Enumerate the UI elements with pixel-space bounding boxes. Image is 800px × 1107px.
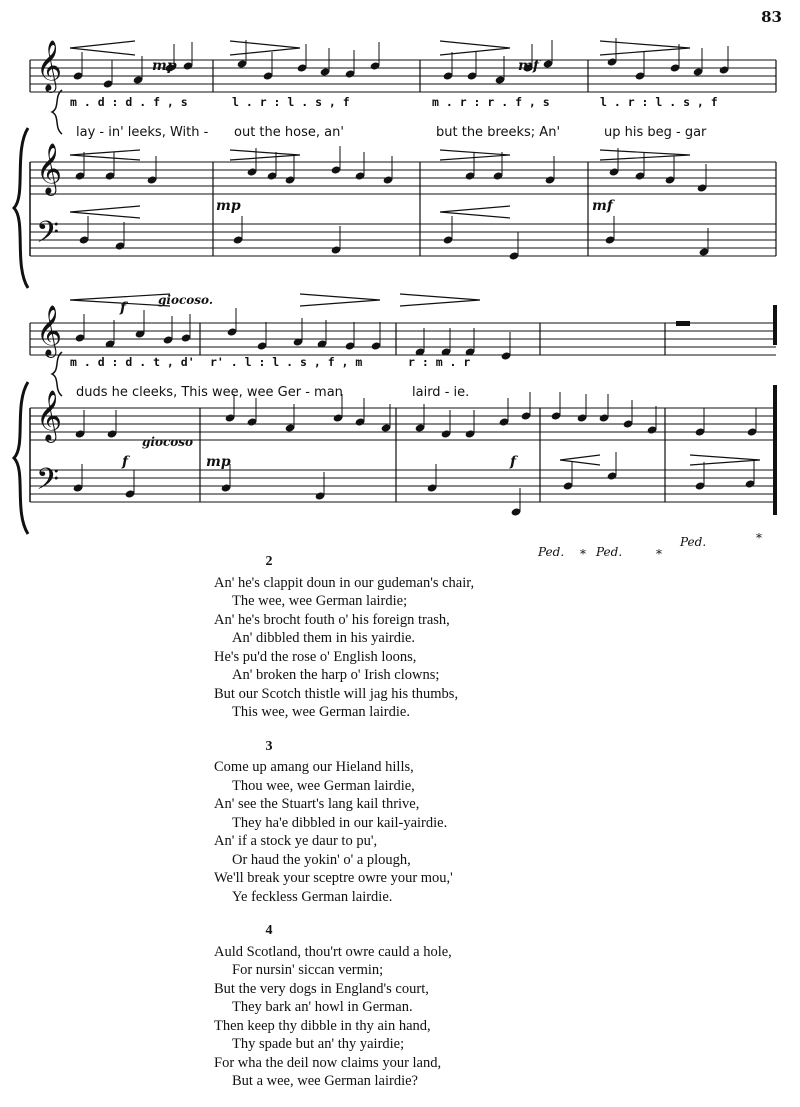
verse-line: An' he's brocht fouth o' his foreign trash, bbox=[214, 611, 450, 628]
solfa-measure: l . r : l . s , f bbox=[232, 95, 350, 109]
verse-line: An' broken the harp o' Irish clowns; bbox=[232, 667, 440, 683]
verse-line: An' see the Stuart's lang kail thrive, bbox=[214, 796, 420, 812]
page-number: 83 bbox=[761, 8, 782, 26]
solfa-measure: m . r : r . f , s bbox=[432, 95, 550, 109]
verse-line: An' if a stock ye daur to pu', bbox=[214, 833, 378, 849]
lyric-segment: laird - ie. bbox=[412, 385, 470, 400]
treble-clef-icon: 𝄞 bbox=[36, 143, 63, 194]
solfa-line bbox=[70, 95, 718, 109]
verse-line: This wee, wee German lairdie. bbox=[232, 704, 410, 720]
verse-line: Auld Scotland, thou'rt owre cauld a hole, bbox=[214, 943, 452, 960]
lyric-segment: wee, wee Ger - man bbox=[212, 385, 343, 400]
bass-clef-icon: 𝄢 bbox=[36, 216, 60, 257]
pedal-release: * bbox=[656, 547, 662, 561]
dynamic-f: f bbox=[120, 300, 127, 316]
verse-3 bbox=[214, 738, 774, 907]
verse-line: An' he's clappit doun in our gudeman's chair, bbox=[214, 574, 475, 591]
brace-icon bbox=[14, 382, 28, 534]
verse-line: Come up amang our Hieland hills, bbox=[214, 759, 414, 775]
treble-clef-icon: 𝄞 bbox=[36, 390, 63, 441]
dynamic-f: f bbox=[510, 454, 517, 470]
verse-number: 3 bbox=[265, 738, 273, 754]
lyric-segment: lay - in' leeks, With - bbox=[76, 125, 209, 140]
final-barline bbox=[773, 385, 777, 515]
verse-line: They ha'e dibbled in our kail-yairdie. bbox=[232, 814, 448, 831]
verse-line: For wha the deil now claims your land, bbox=[214, 1054, 442, 1071]
dynamic-mf: mf bbox=[518, 58, 539, 74]
solfa-measure: l . r : l . s , f bbox=[600, 95, 718, 109]
dynamic-mp: mp bbox=[152, 58, 177, 74]
solfa-line bbox=[70, 355, 470, 369]
verse-4 bbox=[214, 922, 774, 1091]
verses bbox=[214, 553, 774, 1107]
final-barline bbox=[773, 305, 777, 345]
verse-line: They bark an' howl in German. bbox=[232, 999, 413, 1015]
verse-line: He's pu'd the rose o' English loons, bbox=[214, 648, 417, 665]
verse-line: But a wee, wee German lairdie? bbox=[232, 1073, 418, 1089]
pedal-marking: Ped. bbox=[680, 535, 707, 549]
expression-giocoso: giocoso bbox=[142, 435, 194, 449]
pedal-marking: Ped. bbox=[596, 545, 623, 559]
solfa-measure: m . d : d . f , s bbox=[70, 95, 188, 109]
solfa-measure: m . d : d . t , d' bbox=[70, 355, 195, 369]
verse-line: Or haud the yokin' o' a plough, bbox=[232, 851, 411, 868]
verse-line: The wee, wee German lairdie; bbox=[232, 593, 408, 609]
pedal-release: * bbox=[580, 547, 586, 561]
dynamic-mp: mp bbox=[206, 454, 231, 470]
whole-rest-icon bbox=[676, 321, 690, 326]
bass-clef-icon: 𝄢 bbox=[36, 463, 60, 504]
verse-line: An' dibbled them in his yairdie. bbox=[232, 630, 416, 646]
verse-number: 2 bbox=[265, 554, 273, 569]
pedal-marking: Ped. bbox=[538, 545, 565, 559]
brace-icon bbox=[52, 90, 62, 134]
verse-line: Thy spade but an' thy yairdie; bbox=[232, 1036, 405, 1052]
verse-2 bbox=[214, 553, 774, 722]
brace-icon bbox=[14, 128, 28, 288]
dynamic-f: f bbox=[122, 454, 129, 470]
treble-clef-icon: 𝄞 bbox=[36, 305, 63, 356]
solfa-measure: r : m . r bbox=[408, 355, 471, 369]
lyric-segment: up his beg - gar bbox=[604, 125, 707, 140]
verse-line: Ye feckless German lairdie. bbox=[232, 888, 393, 905]
lyric-segment: duds he cleeks, This bbox=[76, 385, 208, 400]
verse-line: Then keep thy dibble in thy ain hand, bbox=[214, 1017, 431, 1034]
treble-clef-icon: 𝄞 bbox=[36, 40, 63, 91]
verse-line: But our Scotch thistle will jag his thumbs, bbox=[214, 685, 459, 702]
verse-line: But the very dogs in England's court, bbox=[214, 980, 429, 997]
verse-number: 4 bbox=[265, 923, 273, 938]
pedal-release: * bbox=[756, 531, 762, 545]
expression-giocoso: giocoso. bbox=[158, 293, 213, 307]
lyric-segment: out the hose, an' bbox=[234, 125, 344, 140]
verse-line: For nursin' siccan vermin; bbox=[232, 962, 384, 978]
lyric-segment: but the breeks; An' bbox=[436, 125, 561, 140]
verse-line: We'll break your sceptre owre your mou,' bbox=[214, 870, 453, 886]
dynamic-mf: mf bbox=[592, 198, 613, 214]
dynamic-mp: mp bbox=[216, 198, 241, 214]
solfa-measure: r' . l : l . s , f , m bbox=[210, 355, 363, 369]
verse-line: Thou wee, wee German lairdie, bbox=[232, 777, 415, 794]
